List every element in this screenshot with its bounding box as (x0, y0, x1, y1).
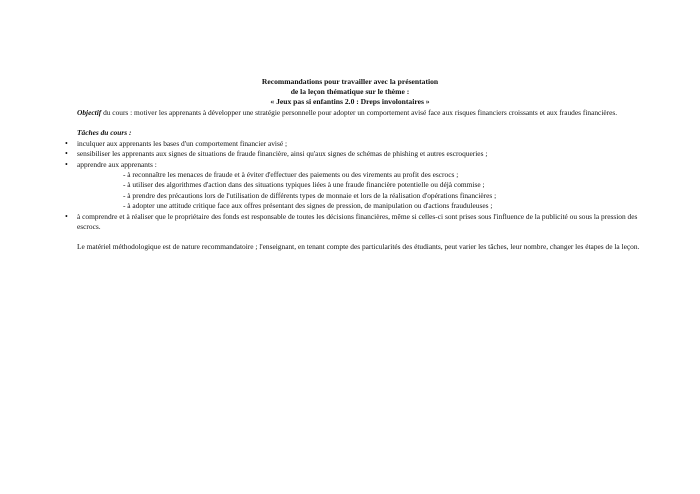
title-line-1: Recommandations pour travailler avec la présentation (261, 77, 439, 86)
task-item-with-subtasks (59, 160, 653, 212)
objective-paragraph (59, 108, 653, 118)
task-item: • à comprendre et à réaliser que le propriétaire des fonds est responsable de toutes les décisions financières, même si celles-ci sont prises sous l'influence de la publicité ou sous la pression des escrocs. (59, 212, 653, 233)
task-item: • sensibiliser les apprenants aux signes de situations de fraude financière, ainsi qu'aux signes de schémas de phishing et autres escroqueries ; (59, 149, 653, 159)
conclusion-paragraph: Le matériel méthodologique est de nature recommandatoire ; l'enseignant, en tenant compte des particularités des étudiants, peut varier les tâches, leur nombre, changer les étapes de la leçon. (77, 242, 640, 252)
subtasks-list (77, 170, 653, 212)
task-item: • inculquer aux apprenants les bases d'un comportement financier avisé ; (59, 139, 653, 149)
objective-text: du cours : motiver les apprenants à développer une stratégie personnelle pour adopter un comportement avisé face aux risques financiers croissants et aux fraudes financières. (101, 108, 618, 117)
title-line-3: « Jeux pas si enfantins 2.0 : Dreps involontaires » (270, 97, 430, 107)
subtask-item: - à utiliser des algorithmes d'action dans des situations typiques liées à une fraude financière potentielle ou déjà commise ; (123, 180, 485, 190)
subtask-item: - à reconnaître les menaces de fraude et à éviter d'effectuer des paiements ou des virements au profit des escrocs ; (123, 170, 459, 180)
subtask-item: - à prendre des précautions lors de l'utilisation de différents types de monnaie et lors de la réalisation d'opérations financières ; (123, 190, 497, 200)
task-item-label: apprendre aux apprenants : (77, 159, 157, 169)
tasks-list (59, 139, 653, 233)
objective-label: Objectif (77, 108, 102, 117)
title-line-2: de la leçon thématique sur le thème : (290, 87, 410, 97)
subtask-item: - à adopter une attitude critique face aux offres présentant des signes de pression, de manipulation ou d'actions frauduleuses ; (123, 201, 493, 211)
document-body (59, 108, 653, 253)
document-title (0, 77, 700, 108)
tasks-heading: Tâches du cours : (77, 128, 132, 138)
